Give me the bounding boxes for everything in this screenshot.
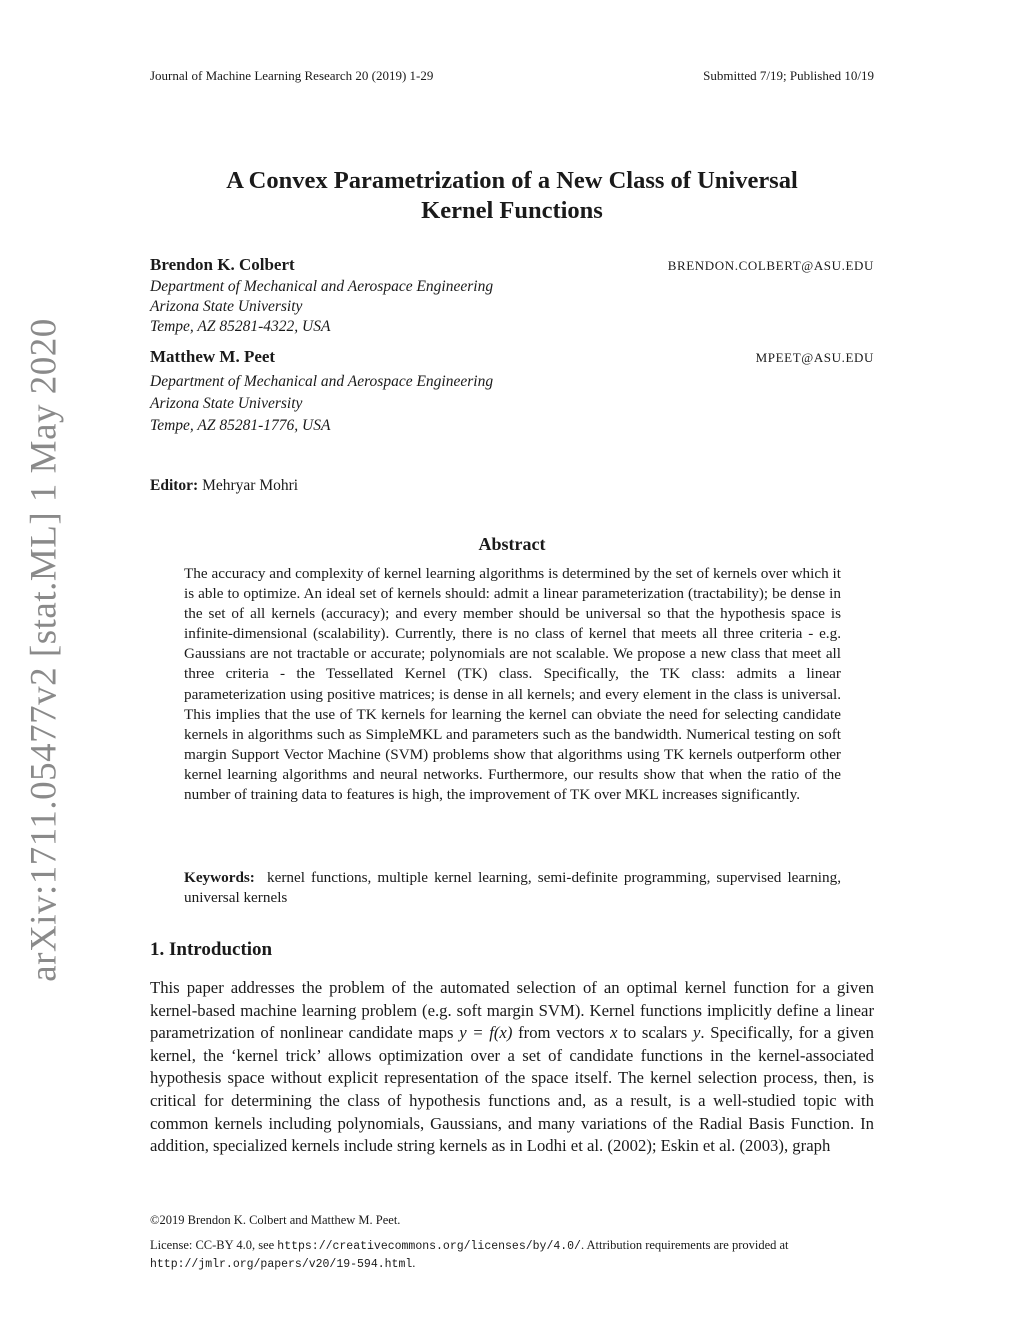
- attribution-link[interactable]: http://jmlr.org/papers/v20/19-594.html: [150, 1258, 413, 1271]
- inline-variable: y: [692, 1023, 701, 1043]
- affiliation-dept: Department of Mechanical and Aerospace Engineering: [150, 278, 494, 295]
- license-notice: [150, 1237, 874, 1273]
- paper-title: [150, 166, 874, 226]
- editor-label: Editor:: [150, 477, 199, 494]
- keywords-text: kernel functions, multiple kernel learning, semi-definite programming, supervised learning, universal kernels: [184, 869, 841, 907]
- author-name: Brendon K. Colbert: [150, 255, 295, 274]
- arxiv-id: arXiv:1711.05477v2 [stat.ML] 1 May 2020: [23, 318, 65, 982]
- author-name: Matthew M. Peet: [150, 347, 276, 366]
- affiliation-university: Arizona State University: [150, 298, 303, 315]
- license-text: . Attribution requirements are provided at: [580, 1238, 789, 1252]
- author-block-1: [150, 255, 874, 337]
- author-email[interactable]: MPEET@ASU.EDU: [755, 350, 874, 365]
- title-line-1: A Convex Parametrization of a New Class of Universal: [226, 167, 798, 194]
- journal-header: Journal of Machine Learning Research 20 (2019) 1-29: [150, 68, 434, 83]
- intro-text: This paper addresses the problem of the automated selection of an optimal kernel function for a given kernel-based machine learning problem (e.g. soft margin SVM). Kernel functions implicitly define a linear parametrization of nonlinear candidate maps: [150, 978, 874, 1043]
- keywords-label: Keywords:: [184, 869, 255, 886]
- title-line-2: Kernel Functions: [421, 197, 603, 224]
- abstract-heading: Abstract: [478, 534, 546, 554]
- affiliation-address: Tempe, AZ 85281-1776, USA: [150, 417, 331, 434]
- license-text: License: CC-BY 4.0, see: [150, 1238, 275, 1252]
- intro-text: to scalars: [623, 1023, 688, 1043]
- intro-text: from vectors: [518, 1023, 605, 1043]
- editor-line: [150, 477, 298, 495]
- abstract-text: The accuracy and complexity of kernel learning algorithms is determined by the set of kernels over which it is able to optimize. An ideal set of kernels should: admit a linear parameterization (tractability); be dense in the set of all kernels (accuracy); and every member should be universal so that the hypothesis space is infinite-dimensional (scalability). Currently, there is no class of kernel that meets all three criteria - e.g. Gaussians are not tractable or accurate; polynomials are not scalable. We propose a new class that meet all three criteria - the Tessellated Kernel (TK) class. Specifically, the TK class: admits a linear parameterization using positive matrices; is dense in all kernels; and every element in the class is universal. This implies that the use of TK kernels for learning the kernel can obviate the need for selecting candidate kernels in algorithms such as SimpleMKL and parameters such as the bandwidth. Numerical testing on soft margin Support Vector Machine (SVM) problems show that algorithms using TK kernels outperform other kernel learning algorithms and neural networks. Furthermore, our results show that when the ratio of the number of training data to features is high, the improvement of TK over MKL increases significantly.: [184, 565, 841, 804]
- inline-equation: y = f(x): [459, 1023, 513, 1043]
- section-heading: 1. Introduction: [150, 939, 273, 960]
- keywords: [184, 868, 841, 908]
- license-text: .: [412, 1256, 416, 1270]
- introduction-paragraph: [150, 977, 874, 1158]
- author-email[interactable]: BRENDON.COLBERT@ASU.EDU: [667, 258, 874, 273]
- license-link[interactable]: https://creativecommons.org/licenses/by/4.0/: [277, 1240, 581, 1253]
- inline-variable: x: [610, 1023, 618, 1043]
- affiliation-university: Arizona State University: [150, 395, 303, 412]
- author-block-2: [150, 347, 874, 437]
- submission-dates: Submitted 7/19; Published 10/19: [703, 68, 874, 83]
- editor-name: Mehryar Mohri: [202, 477, 299, 494]
- affiliation-address: Tempe, AZ 85281-4322, USA: [150, 318, 331, 335]
- intro-text: . Specifically, for a given kernel, the ‘kernel trick’ allows optimization over a set of candidate functions in the kernel-associated hypothesis space without explicit representation of the space itself. The kernel selection process, then, is critical for determining the class of hypothesis functions and, as a result, is a well-studied topic with common kernels including polynomials, Gaussians, and many variations of the Radial Basis Function. In addition, specialized kernels include string kernels as in Lodhi et al. (2002); Eskin et al. (2003), graph: [150, 1023, 875, 1156]
- affiliation-dept: Department of Mechanical and Aerospace Engineering: [150, 373, 494, 390]
- copyright-notice: ©2019 Brendon K. Colbert and Matthew M. Peet.: [150, 1213, 401, 1227]
